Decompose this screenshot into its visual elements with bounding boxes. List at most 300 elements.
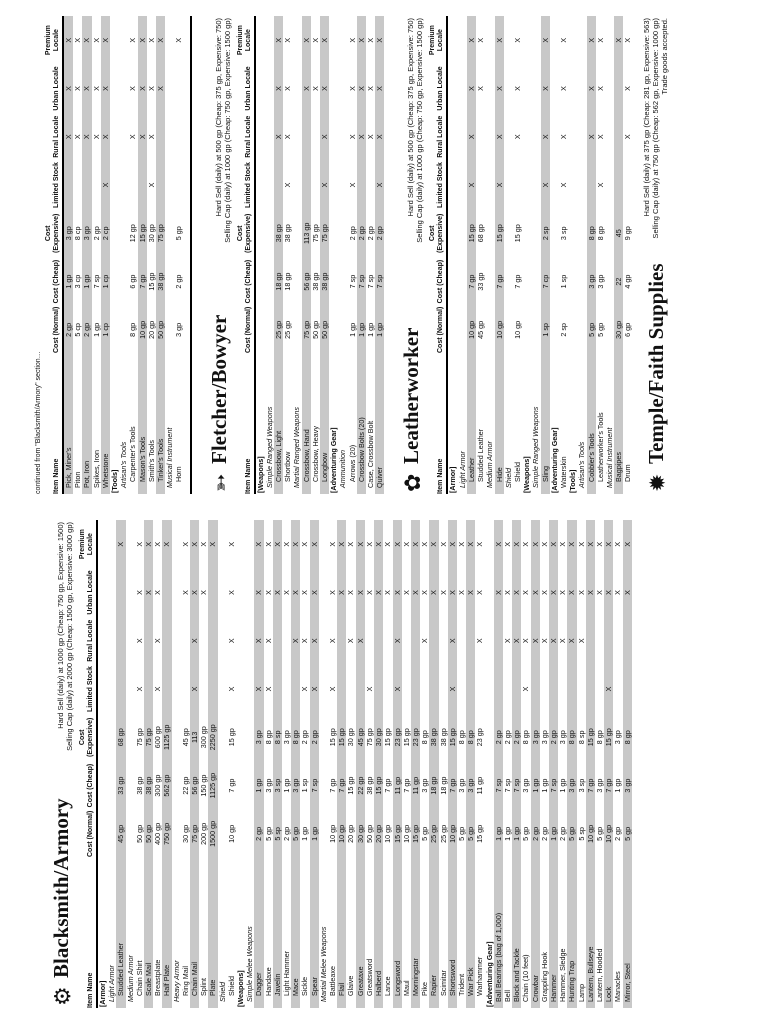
item-name: Mace [291, 858, 300, 1008]
col-header-rural: Rural Locale [236, 113, 255, 161]
limited-stock [63, 161, 73, 209]
item-name: Shield [217, 982, 227, 1002]
rural-locale [319, 617, 328, 665]
cost-normal: 2 gp [558, 826, 568, 841]
section-title: Temple/Faith Supplies [643, 263, 668, 464]
cost-normal [531, 306, 540, 354]
urban-locale [165, 64, 174, 112]
rural-locale [199, 617, 208, 665]
cost-normal: 1 gp [300, 826, 310, 841]
limited-stock [107, 665, 116, 713]
item-name: Manacles [613, 971, 623, 1002]
limited-stock [73, 161, 82, 209]
item-name: Sickle [300, 976, 310, 996]
premium-locale: X [587, 16, 596, 64]
item-name: Drum [623, 464, 633, 482]
premium-locale [338, 16, 347, 64]
cost-expensive: 8 cp [73, 226, 83, 241]
cost-cheap: 11 gp [393, 761, 402, 809]
blacksmith-column [34, 520, 632, 1008]
premium-locale: X [274, 16, 283, 64]
table-row [199, 520, 208, 1008]
rural-locale: X [356, 617, 365, 665]
cost-normal: 2 gp [82, 306, 91, 354]
premium-locale: X [438, 541, 448, 547]
cost-expensive [97, 713, 107, 761]
item-name: Crossbow, Heavy [310, 426, 320, 482]
limited-stock [181, 665, 190, 713]
rural-locale: X [357, 113, 366, 161]
limited-stock [366, 161, 375, 209]
item-name: Pick, Miner's [63, 354, 73, 494]
col-header-urban: Urban Locale [78, 568, 97, 616]
limited-stock: X [328, 686, 338, 692]
table-header [78, 520, 97, 1008]
rural-locale [119, 113, 128, 161]
cost-expensive [447, 209, 457, 257]
urban-locale: X [91, 86, 101, 91]
cost-cheap: 7 gp [138, 257, 147, 305]
premium-locale: X [282, 541, 292, 547]
limited-stock: X [263, 686, 273, 692]
cost-normal: 5 gp [587, 306, 596, 354]
cost-expensive: 2 gp [91, 226, 101, 241]
item-name: Greataxe [356, 858, 365, 1008]
cost-normal: 1 gp [512, 810, 521, 858]
rural-locale [172, 617, 181, 665]
rural-locale [605, 113, 614, 161]
cost-normal: 8 gp [128, 322, 138, 337]
limited-stock [568, 161, 577, 209]
cost-normal [550, 306, 559, 354]
rural-locale: X [128, 134, 138, 140]
premium-locale: X [116, 520, 125, 568]
cost-expensive: 12 gp [128, 224, 138, 243]
cost-normal: 5 gp [595, 322, 605, 337]
rural-locale: X [291, 617, 300, 665]
cost-normal: 10 gp [401, 824, 411, 843]
item-name: Quiver [375, 354, 384, 494]
blacksmith-header [34, 520, 78, 1008]
table-row [494, 520, 503, 1008]
limited-stock [567, 665, 576, 713]
urban-locale [504, 64, 513, 112]
cost-cheap [605, 257, 614, 305]
table-row [558, 520, 567, 1008]
cost-normal [568, 306, 577, 354]
col-header-limited: Limited Stock [78, 665, 97, 713]
limited-stock [208, 665, 217, 713]
table-row [147, 16, 156, 494]
table-row [458, 16, 467, 494]
limited-stock: X [347, 182, 357, 188]
premium-locale: X [356, 520, 365, 568]
cost-cheap: 3 gp [420, 778, 430, 793]
table-row [245, 520, 254, 1008]
item-name: Ammunition [338, 450, 348, 488]
cost-normal: 2 gp [539, 826, 549, 841]
table-row [522, 16, 531, 494]
cost-expensive [485, 713, 494, 761]
urban-locale: X [63, 64, 73, 112]
cost-cheap: 1 gp [531, 761, 540, 809]
cost-expensive: 113 gp [302, 209, 311, 257]
rural-locale [245, 617, 254, 665]
limited-stock: X [134, 686, 144, 692]
cost-cheap: 7 sp [357, 257, 366, 305]
cost-normal: 45 gp [116, 810, 125, 858]
item-name: Light Armor [107, 965, 117, 1002]
blacksmith-continued-table [44, 16, 184, 494]
cost-expensive [338, 209, 347, 257]
cost-cheap [577, 257, 586, 305]
premium-locale: X [291, 520, 300, 568]
cost-normal: 50 gp [134, 824, 144, 843]
item-name: Horn [174, 466, 184, 482]
rural-locale: X [283, 134, 293, 140]
table-row [495, 16, 504, 494]
rural-locale: X [393, 617, 402, 665]
table-row [476, 16, 485, 494]
premium-locale: X [364, 541, 374, 547]
limited-stock [116, 665, 125, 713]
col-header-premium: Premium Locale [236, 16, 255, 64]
item-name: Mirror, Steel [623, 858, 632, 1008]
limited-stock: X [153, 686, 163, 692]
urban-locale [292, 64, 301, 112]
urban-locale: X [456, 590, 466, 595]
rural-locale [402, 617, 411, 665]
limited-stock [92, 161, 101, 209]
rural-locale: X [134, 638, 144, 644]
table-row [466, 520, 475, 1008]
cost-cheap [522, 257, 531, 305]
cost-cheap: 38 gp [134, 776, 144, 795]
cost-cheap: 1 gp [282, 778, 292, 793]
cost-normal: 5 gp [594, 826, 604, 841]
item-name: Flail [337, 858, 346, 1008]
limited-stock: X [521, 686, 531, 692]
rural-locale [494, 617, 503, 665]
rural-locale [165, 113, 174, 161]
cost-normal: 10 gp [337, 810, 346, 858]
table-row [138, 16, 147, 494]
hide-icon: ✿ [400, 473, 426, 492]
premium-locale: X [328, 541, 338, 547]
cost-normal: 30 gp [356, 810, 365, 858]
urban-locale [107, 568, 116, 616]
premium-locale: X [467, 16, 476, 64]
rural-locale: X [73, 134, 83, 140]
premium-locale: X [594, 541, 604, 547]
urban-locale: X [374, 568, 383, 616]
table-row [174, 16, 183, 494]
table-row [448, 520, 457, 1008]
cost-cheap: 3 gp [521, 778, 531, 793]
item-name: Medium Armor [125, 955, 135, 1002]
cost-cheap: 7 sp [549, 761, 558, 809]
premium-locale: X [138, 16, 147, 64]
item-name: Tinker's Tools [156, 354, 165, 494]
cost-cheap: 7 sp [375, 257, 384, 305]
cost-expensive: 2 gp [347, 226, 357, 241]
item-name: Simple Ranged Weapons [264, 406, 274, 488]
cost-cheap [255, 257, 265, 305]
item-name: [Tools] [568, 469, 578, 493]
rural-locale: X [558, 134, 568, 140]
item-name: Javelin [273, 858, 282, 1008]
limited-stock [475, 665, 484, 713]
limited-stock [236, 665, 245, 713]
urban-locale [236, 568, 245, 616]
col-header-urban: Urban Locale [236, 64, 255, 112]
rural-locale: X [153, 638, 163, 644]
limited-stock: X [146, 182, 156, 188]
cost-expensive [236, 713, 245, 761]
cost-cheap: 7 gp [467, 257, 476, 305]
cost-normal: 75 gp [190, 810, 199, 858]
premium-locale: X [346, 541, 356, 547]
cost-expensive: 15 gp [586, 713, 595, 761]
cost-normal: 75 gp [302, 306, 311, 354]
cost-cheap: 7 sp [310, 761, 319, 809]
item-name: Waterskin [558, 456, 568, 488]
cost-normal [577, 306, 586, 354]
cost-expensive: 15 gp [448, 713, 457, 761]
cost-cheap: 3 sp [273, 761, 282, 809]
cost-normal: 5 gp [420, 826, 430, 841]
rural-locale [595, 617, 604, 665]
limited-stock [329, 161, 338, 209]
limited-stock [605, 161, 614, 209]
urban-locale: X [366, 86, 376, 91]
item-name: Morningstar [411, 858, 420, 1008]
cost-expensive: 2 sp [541, 209, 550, 257]
cost-expensive [107, 713, 116, 761]
cost-expensive: 75 gp [156, 209, 165, 257]
col-header-cheap: Cost (Cheap) [78, 761, 97, 809]
table-row [135, 520, 144, 1008]
table-row [512, 520, 521, 1008]
cost-expensive: 15 gp [604, 713, 613, 761]
cost-cheap [236, 761, 245, 809]
item-name: Scimitar [438, 970, 448, 996]
rural-locale: X [576, 638, 586, 644]
item-name: [Adventuring Gear] [484, 941, 494, 1007]
continued-note: continued from "Blacksmith/Armory" section… [35, 351, 42, 494]
cost-normal [605, 306, 614, 354]
item-name: Maul [401, 980, 411, 996]
urban-locale [447, 64, 457, 112]
cost-normal: 5 gp [567, 810, 576, 858]
premium-locale: X [604, 520, 613, 568]
premium-locale [329, 16, 338, 64]
rural-locale [439, 617, 448, 665]
rural-locale [457, 617, 466, 665]
premium-locale: X [558, 37, 568, 43]
premium-locale: X [476, 37, 486, 43]
cost-expensive: 2 gp [366, 226, 376, 241]
limited-stock [531, 161, 540, 209]
table-row [614, 16, 623, 494]
cost-expensive: 3 gp [82, 209, 91, 257]
item-name: Chain Shirt [134, 960, 144, 996]
premium-locale: X [502, 541, 512, 547]
rural-locale: X [531, 617, 540, 665]
cost-cheap: 1125 gp [208, 761, 217, 809]
table-row [126, 520, 135, 1008]
cost-normal [255, 306, 265, 354]
cost-expensive [265, 209, 274, 257]
cost-normal: 10 gp [604, 810, 613, 858]
cost-normal: 25 gp [429, 810, 438, 858]
premium-locale [485, 520, 494, 568]
cost-expensive: 23 gp [475, 728, 485, 747]
cost-normal [485, 306, 494, 354]
cost-cheap: 3 gp [456, 778, 466, 793]
limited-stock [302, 161, 311, 209]
rural-locale: X [495, 113, 504, 161]
table-row [365, 520, 374, 1008]
premium-locale: X [558, 541, 568, 547]
cost-cheap: 38 gp [364, 776, 374, 795]
cost-expensive: 8 gp [595, 226, 605, 241]
cost-expensive: 2 gp [494, 713, 503, 761]
cost-cheap: 56 gp [190, 761, 199, 809]
leather-table [428, 16, 632, 494]
cost-cheap: 4 gp [623, 274, 633, 289]
item-name: Simple Melee Weapons [245, 926, 255, 1002]
cost-cheap [319, 761, 328, 809]
limited-stock [485, 665, 494, 713]
urban-locale: X [594, 590, 604, 595]
premium-locale: X [199, 541, 209, 547]
col-header-expensive: Cost (Expensive) [78, 713, 97, 761]
urban-locale [531, 64, 540, 112]
item-name: Shield [512, 462, 522, 482]
table-row [208, 520, 217, 1008]
urban-locale: X [539, 590, 549, 595]
urban-locale: X [595, 86, 605, 91]
limited-stock [319, 665, 328, 713]
cost-expensive: 3 gp [282, 730, 292, 745]
premium-locale [485, 16, 494, 64]
table-row [383, 520, 392, 1008]
limited-stock [558, 665, 567, 713]
item-name: Breastplate [153, 959, 163, 996]
table-row [328, 520, 337, 1008]
rural-locale [485, 113, 494, 161]
cost-cheap: 3 gp [595, 274, 605, 289]
item-name: Bagpipes [614, 354, 623, 494]
table-row [107, 520, 116, 1008]
limited-stock: X [320, 161, 329, 209]
item-name: Lamp [576, 984, 586, 1002]
premium-locale: X [101, 16, 110, 64]
cost-expensive: 8 sp [273, 713, 282, 761]
rural-locale: X [475, 638, 485, 644]
item-name: Artisan's Tools [119, 441, 129, 488]
cost-expensive: 38 gp [274, 209, 283, 257]
item-name: [Adventuring Gear] [329, 427, 339, 493]
urban-locale: X [226, 590, 236, 595]
limited-stock [466, 665, 475, 713]
cost-cheap: 1 gp [613, 778, 623, 793]
cost-normal: 1500 gp [208, 810, 217, 858]
cost-expensive: 75 gp [310, 224, 320, 243]
cost-expensive: 3 gp [63, 209, 73, 257]
cost-cheap: 22 gp [180, 776, 190, 795]
cost-normal: 2 gp [254, 810, 263, 858]
cost-expensive: 75 gp [364, 728, 374, 747]
rural-locale: X [541, 113, 550, 161]
cost-cheap: 150 gp [199, 774, 209, 797]
item-name: Longbow [320, 354, 329, 494]
cost-normal: 10 gp [448, 810, 457, 858]
item-name: Crossbow, Hand [302, 354, 311, 494]
rural-locale [504, 113, 513, 161]
cost-normal [522, 306, 531, 354]
cost-expensive: 8 gp [594, 730, 604, 745]
item-name: Shortbow [283, 451, 293, 482]
urban-locale: X [291, 568, 300, 616]
limited-stock [97, 665, 107, 713]
item-name: Musical Instrument [165, 427, 175, 488]
premium-locale [568, 16, 577, 64]
cost-expensive [577, 209, 586, 257]
cost-normal [119, 306, 128, 354]
cost-cheap: 3 gp [263, 778, 273, 793]
cost-expensive [329, 209, 338, 257]
cost-normal: 1 gp [91, 322, 101, 337]
rural-locale [550, 113, 559, 161]
table-header [236, 16, 255, 494]
item-name: Longsword [393, 858, 402, 1008]
premium-locale: X [366, 37, 376, 43]
rural-locale [447, 113, 457, 161]
premium-locale: X [254, 520, 263, 568]
limited-stock: X [190, 665, 199, 713]
rural-locale: X [254, 617, 263, 665]
limited-stock [595, 665, 604, 713]
rural-locale [311, 113, 320, 161]
col-header-normal: Cost (Normal) [78, 810, 97, 858]
cost-expensive: 38 gp [438, 728, 448, 747]
table-row [411, 520, 420, 1008]
premium-locale: X [156, 16, 165, 64]
cost-cheap [338, 257, 347, 305]
rural-locale [302, 113, 311, 161]
cost-expensive: 15 gp [138, 209, 147, 257]
limited-stock [531, 665, 540, 713]
item-name: Crossbow, Light [274, 354, 283, 494]
urban-locale: X [144, 568, 153, 616]
cost-normal [265, 306, 274, 354]
premium-locale: X [623, 520, 632, 568]
cost-expensive: 2 gp [502, 730, 512, 745]
cost-cheap [107, 761, 116, 809]
table-row [357, 16, 366, 494]
urban-locale: X [541, 64, 550, 112]
limited-stock: X [595, 182, 605, 188]
item-name: Studded Leather [116, 858, 125, 1008]
item-name: Hide [495, 354, 504, 494]
urban-locale: X [587, 64, 596, 112]
rural-locale [162, 617, 171, 665]
limited-stock [291, 665, 300, 713]
cost-expensive [119, 209, 128, 257]
urban-locale: X [310, 86, 320, 91]
